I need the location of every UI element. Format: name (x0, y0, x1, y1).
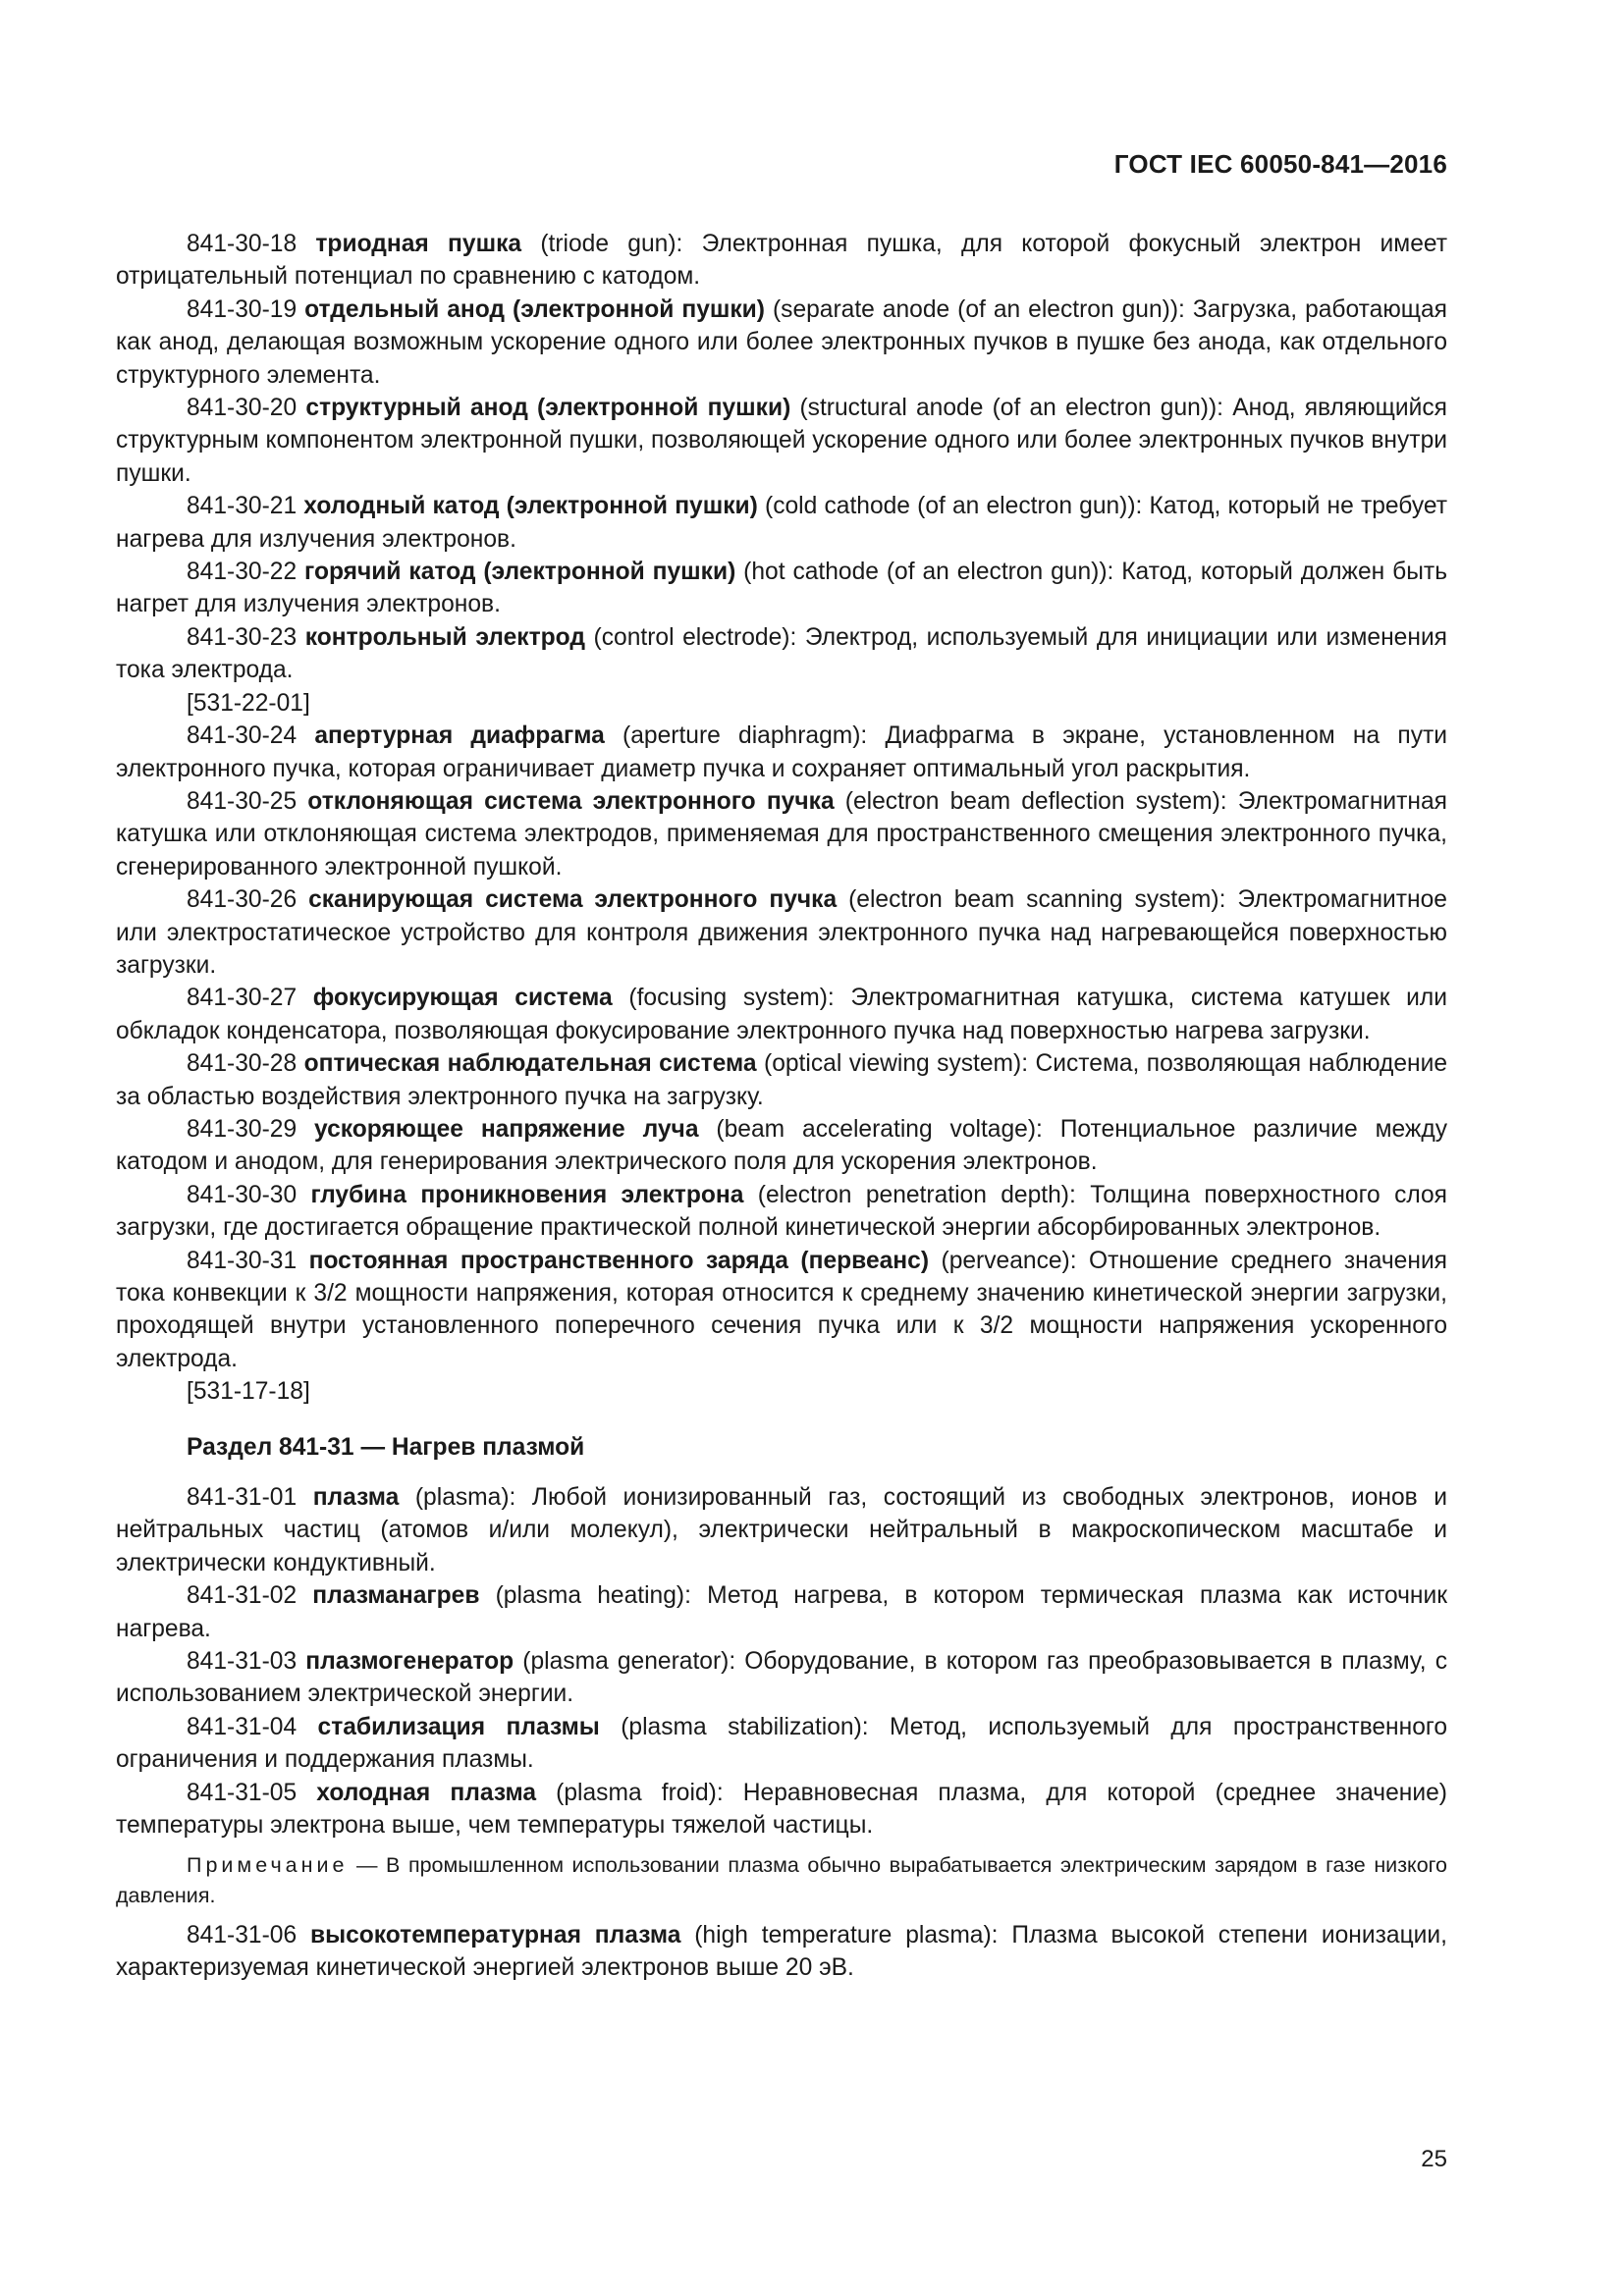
term: плазма (312, 1484, 400, 1512)
term-entry: 841-31-04 стабилизация плазмы (plasma stabilization): Метод, используемый для пространственного ограничения и поддержания плазмы. (116, 1713, 1447, 1774)
term-entry: 841-30-21 холодный катод (электронной пушки) (cold cathode (of an electron gun)): Катод, который не требует нагрева для излучения электронов. (116, 493, 1447, 553)
term: сканирующая система электронного пучка (308, 886, 838, 914)
term: структурный анод (электронной пушки) (305, 395, 791, 422)
term: постоянная пространственного заряда (первеанс) (308, 1247, 930, 1274)
document-header: ГОСТ IEC 60050-841—2016 (1113, 149, 1447, 179)
term-entry: 841-30-19 отдельный анод (электронной пушки) (separate anode (of an electron gun)): Загрузка, работающая как анод, делающая возможным ускорение одного или более электронных пучков в пушке без анода, как отдельного структурного элемента. (116, 295, 1447, 389)
term-entry: 841-30-22 горячий катод (электронной пушки) (hot cathode (of an electron gun)): Катод, который должен быть нагрет для излучения электронов. (116, 559, 1448, 618)
term-entry: 841-30-20 структурный анод (электронной пушки) (structural anode (of an electron gun)): Анод, являющийся структурным компонентом электронной пушки, позволяющей ускорение одного или более электронных пучков внутри пушки. (116, 395, 1447, 487)
term: оптическая наблюдательная система (303, 1050, 757, 1078)
term: апертурная диафрагма (314, 722, 605, 750)
term-entry: 841-31-06 высокотемпературная плазма (high temperature plasma): Плазма высокой степени ионизации, характеризуемая кинетической энергией электронов выше 20 эВ. (116, 1921, 1447, 1981)
term: глубина проникновения электрона (310, 1181, 744, 1208)
source-reference: [531-17-18] (187, 1378, 310, 1406)
term: высокотемпературная плазма (309, 1921, 681, 1949)
term-entry: 841-30-27 фокусирующая система (focusing system): Электромагнитная катушка, система катушек или обкладок конденсатора, позволяющая фокусирование электронного пучка над поверхностью нагрева загрузки. (116, 985, 1447, 1044)
term-entry: 841-30-29 ускоряющее напряжение луча (beam accelerating voltage): Потенциальное различие между катодом и анодом, для генерирования электрического поля для ускорения электронов. (116, 1115, 1447, 1176)
term-entry: 841-30-24 апертурная диафрагма (aperture diaphragm): Диафрагма в экране, установленном на пути электронного пучка, которая ограничивает диаметр пучка и сохраняет оптимальный угол раскрытия. (116, 722, 1447, 782)
term: контрольный электрод (304, 623, 585, 651)
note (116, 1850, 1447, 1911)
term-entry: 841-30-25 отклоняющая система электронного пучка (electron beam deflection system): Электромагнитная катушка или отклоняющая система электродов, применяемая для пространственного смещения электронного пучка, сгенерированного электронной пушкой. (116, 787, 1447, 881)
term: плазмогенератор (305, 1648, 514, 1676)
term-entry: 841-30-18 триодная пушка (triode gun): Электронная пушка, для которой фокусный электрон имеет отрицательный потенциал по сравнению с катодом. (116, 231, 1447, 291)
term-entry: 841-30-23 контрольный электрод (control electrode): Электрод, используемый для инициации или изменения тока электрода. (116, 623, 1447, 684)
term-entry: 841-31-02 плазманагрев (plasma heating): Метод нагрева, в котором термическая плазма как источник нагрева. (116, 1582, 1447, 1642)
term-entry: 841-30-26 сканирующая система электронного пучка (electron beam scanning system): Электромагнитное или электростатическое устройство для контроля движения электронного пучка над нагревающейся поверхностью загрузки. (116, 886, 1447, 979)
note-text: — В промышленном использовании плазма обычно вырабатывается электрическим зарядом в газе низкого давления. (116, 1852, 1447, 1907)
note-label: Примечание (187, 1852, 349, 1877)
term: стабилизация плазмы (317, 1713, 600, 1740)
page-number: 25 (1421, 2146, 1447, 2172)
term-entry: 841-31-05 холодная плазма (plasma froid): Неравновесная плазма, для которой (среднее значение) температуры электрона выше, чем температуры тяжелой частицы. (116, 1779, 1447, 1840)
term: холодный катод (электронной пушки) (303, 493, 758, 520)
source-reference: [531-22-01] (187, 689, 310, 717)
term: отдельный анод (электронной пушки) (304, 295, 765, 323)
term-entry: 841-31-03 плазмогенератор (plasma generator): Оборудование, в котором газ преобразовывается в плазму, с использованием электрической энергии. (116, 1648, 1447, 1708)
section-heading: Раздел 841-31 — Нагрев плазмой (187, 1433, 585, 1461)
term: плазманагрев (312, 1582, 480, 1610)
term: триодная пушка (315, 231, 522, 257)
term: ускоряющее напряжение луча (314, 1115, 699, 1143)
document-body (116, 228, 1447, 1984)
term: отклоняющая система электронного пучка (307, 787, 835, 815)
term: фокусирующая система (312, 985, 613, 1012)
term-entry: 841-30-28 оптическая наблюдательная система (optical viewing system): Система, позволяющая наблюдение за областью воздействия электронного пучка на загрузку. (116, 1050, 1447, 1110)
term: холодная плазма (316, 1779, 537, 1806)
term: горячий катод (электронной пушки) (304, 559, 736, 586)
term-entry: 841-30-31 постоянная пространственного заряда (первеанс) (perveance): Отношение среднего значения тока конвекции к 3/2 мощности напряжения, которая относится к среднему значению кинетической энергии загрузки, проходящей внутри установленного поперечного сечения пучка или к 3/2 мощности напряжения ускоренного электрода. (116, 1247, 1447, 1372)
term-entry: 841-30-30 глубина проникновения электрона (electron penetration depth): Толщина поверхностного слоя загрузки, где достигается обращение практической полной кинетической энергии абсорбированных электронов. (116, 1181, 1448, 1242)
term-entry: 841-31-01 плазма (plasma): Любой ионизированный газ, состоящий из свободных электронов, ионов и нейтральных частиц (атомов и/или молекул), электрически нейтральный в макроскопическом масштабе и электрически кондуктивный. (116, 1484, 1447, 1576)
